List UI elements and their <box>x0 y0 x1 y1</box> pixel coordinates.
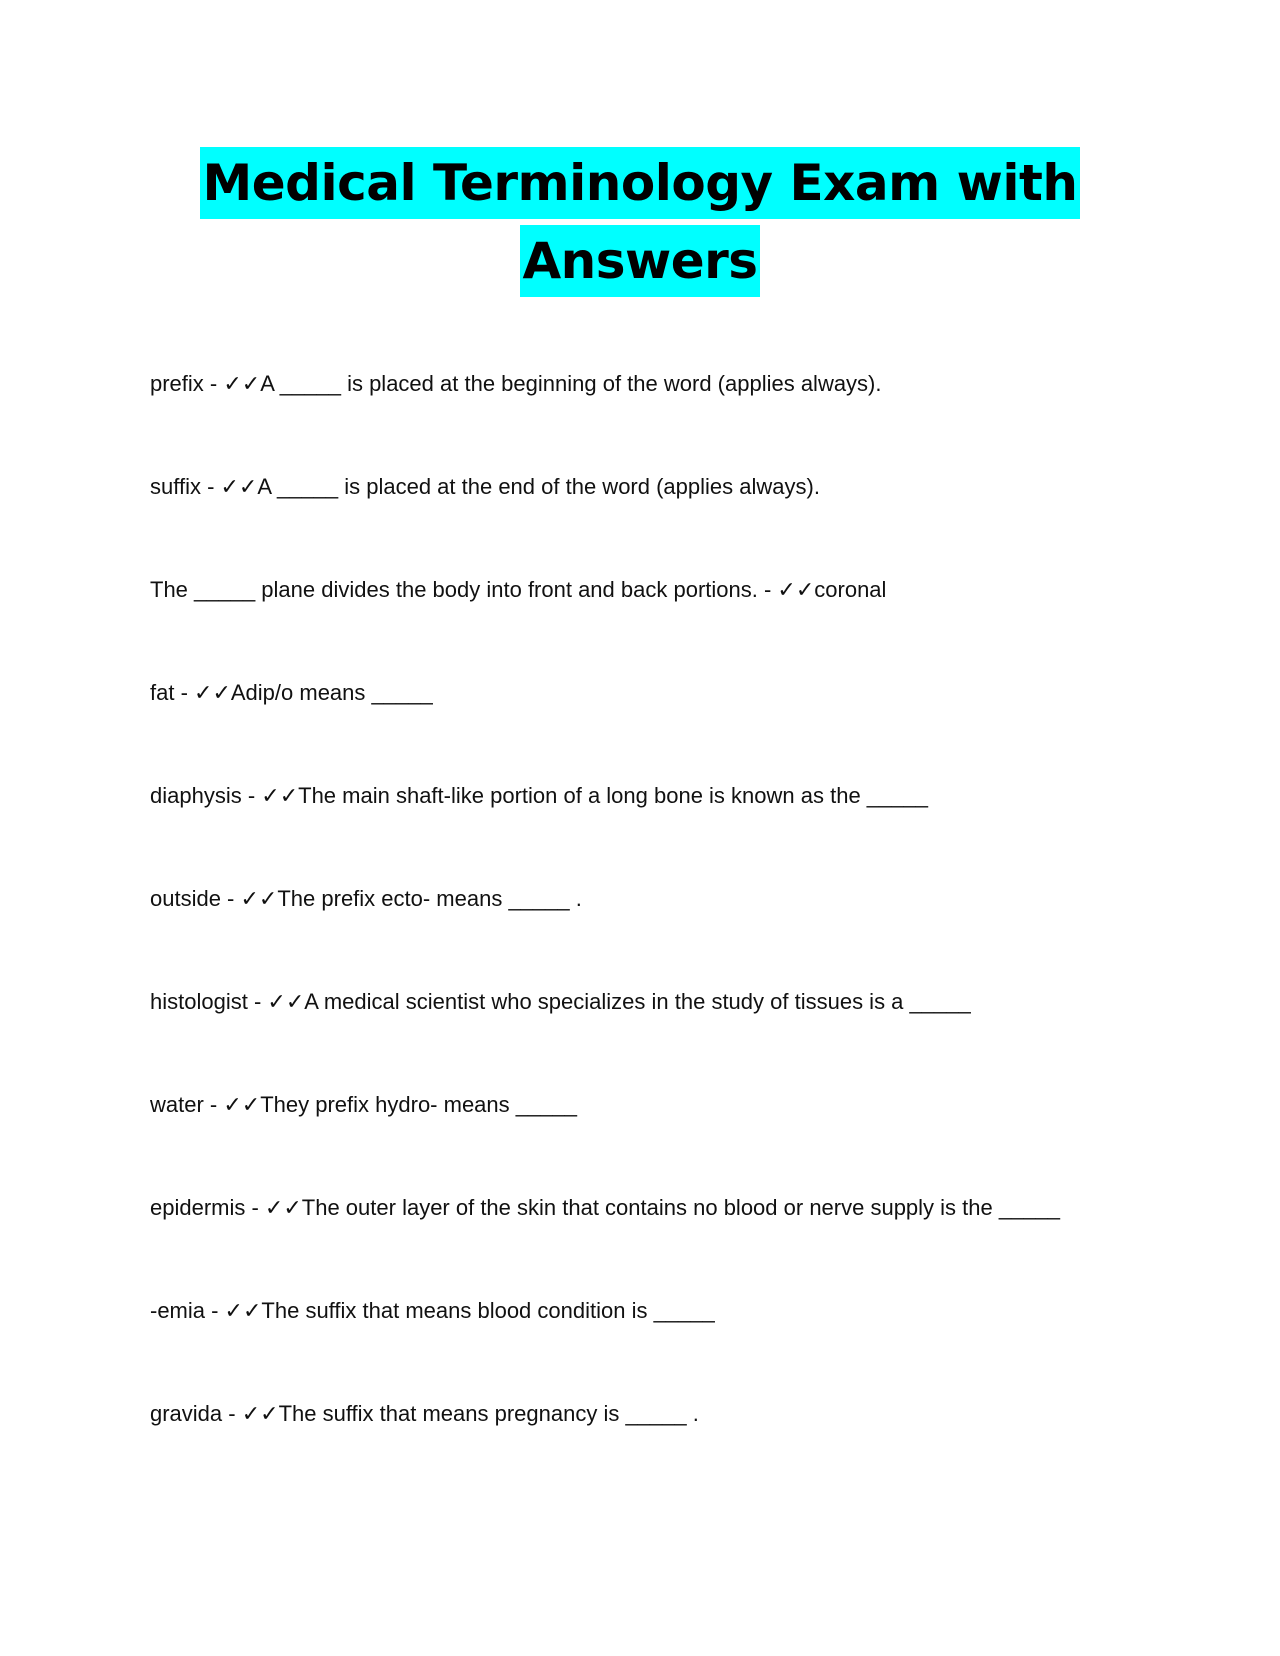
question-item: water - ✓✓They prefix hydro- means _____ <box>150 1092 577 1117</box>
question-item: prefix - ✓✓A _____ is placed at the beginning of the word (applies always). <box>150 371 882 396</box>
question-list <box>150 370 1210 1503</box>
document-title <box>0 147 1280 303</box>
question-item: fat - ✓✓Adip/o means _____ <box>150 680 433 705</box>
question-item: diaphysis - ✓✓The main shaft-like portion of a long bone is known as the _____ <box>150 783 928 808</box>
question-item: epidermis - ✓✓The outer layer of the skin that contains no blood or nerve supply is the _____ <box>150 1195 1061 1220</box>
title-line-2: Answers <box>520 225 759 297</box>
question-item: outside - ✓✓The prefix ecto- means _____ . <box>150 886 582 911</box>
question-item: The _____ plane divides the body into front and back portions. - ✓✓coronal <box>150 577 887 602</box>
question-item: suffix - ✓✓A _____ is placed at the end of the word (applies always). <box>150 474 820 499</box>
title-line-1: Medical Terminology Exam with <box>200 147 1079 219</box>
question-item: -emia - ✓✓The suffix that means blood condition is _____ <box>150 1298 715 1323</box>
question-item: gravida - ✓✓The suffix that means pregnancy is _____ . <box>150 1401 699 1426</box>
question-item: histologist - ✓✓A medical scientist who specializes in the study of tissues is a _____ <box>150 989 971 1014</box>
